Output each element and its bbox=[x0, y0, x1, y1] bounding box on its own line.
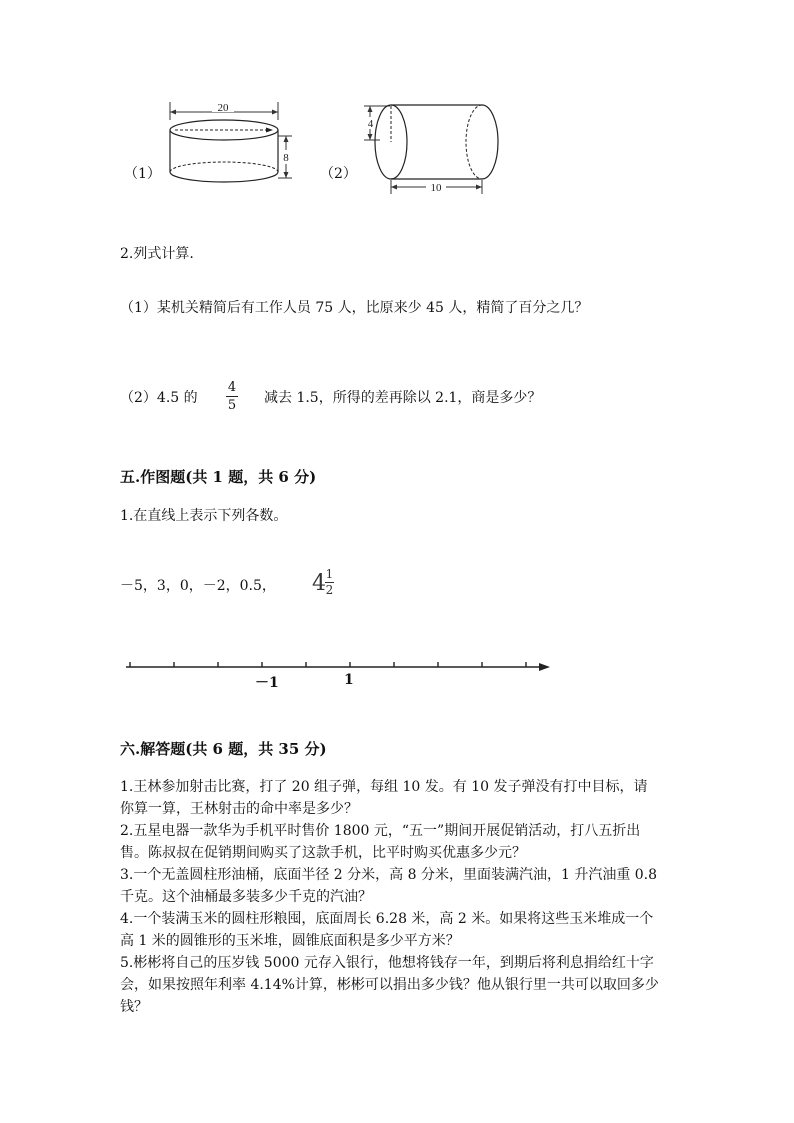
fig1-width-label: 20 bbox=[217, 102, 229, 114]
section6-title: 六.解答题(共 6 题，共 35 分) bbox=[120, 740, 327, 758]
mixed-number-fraction bbox=[325, 568, 334, 597]
numbers-list: －5，3，0，－2，0.5， bbox=[120, 578, 276, 594]
cylinder-figure-1 bbox=[160, 98, 300, 190]
fig2-length-label: 10 bbox=[430, 182, 442, 194]
problem-2: 2.五星电器一款华为手机平时售价 1800 元，“五一”期间开展促销活动，打八五折出售。陈叔叔在促销期间购买了这款手机，比平时购买优惠多少元？ bbox=[120, 823, 641, 861]
section5-q1: 1.在直线上表示下列各数。 bbox=[120, 508, 288, 524]
fig1-height-label: 8 bbox=[283, 152, 289, 164]
fraction-denominator: 5 bbox=[227, 398, 237, 413]
axis-label-one: 1 bbox=[344, 672, 354, 688]
problem-5: 5.彬彬将自己的压岁钱 5000 元存入银行，他想将钱存一年，到期后将利息捐给红十字会，如果按照年利率 4.14%计算，彬彬可以捐出多少钱？他从银行里一共可以取回多少钱？ bbox=[120, 955, 659, 1015]
mixed-numerator: 1 bbox=[325, 567, 334, 581]
problem-4: 4.一个装满玉米的圆柱形粮囤，底面周长 6.28 米，高 2 米。如果将这些玉米堆成一个高 1 米的圆锥形的玉米堆，圆锥底面积是多少平方米？ bbox=[120, 911, 654, 949]
q2-item1: （1）某机关精简后有工作人员 75 人，比原来少 45 人，精简了百分之几？ bbox=[120, 300, 589, 316]
cylinder-figure-2 bbox=[360, 98, 510, 198]
q2-heading: 2.列式计算. bbox=[120, 246, 194, 262]
q2-item2-prefix: （2）4.5 的 bbox=[120, 390, 198, 406]
mixed-denominator: 2 bbox=[325, 583, 334, 597]
fig2-diameter-label: 4 bbox=[367, 118, 374, 130]
q2-item2-fraction bbox=[226, 380, 238, 413]
section6-problems bbox=[120, 776, 666, 1018]
section5-title: 五.作图题(共 1 题，共 6 分) bbox=[120, 468, 317, 486]
fraction-numerator: 4 bbox=[227, 380, 237, 395]
mixed-number-whole: 4 bbox=[312, 571, 326, 596]
figure1-label: （1） bbox=[124, 166, 161, 182]
figure2-label: （2） bbox=[320, 166, 357, 182]
axis-label-minus-one: －1 bbox=[255, 675, 279, 691]
problem-3: 3.一个无盖圆柱形油桶，底面半径 2 分米，高 8 分米，里面装满汽油，1 升汽油重 0.8 千克。这个油桶最多装多少千克的汽油？ bbox=[120, 867, 658, 905]
number-line bbox=[120, 655, 560, 679]
q2-item2-suffix: 减去 1.5，所得的差再除以 2.1，商是多少？ bbox=[264, 390, 542, 406]
problem-1: 1.王林参加射击比赛，打了 20 组子弹，每组 10 发。有 10 发子弹没有打中目标，请你算一算，王林射击的命中率是多少？ bbox=[120, 779, 648, 817]
